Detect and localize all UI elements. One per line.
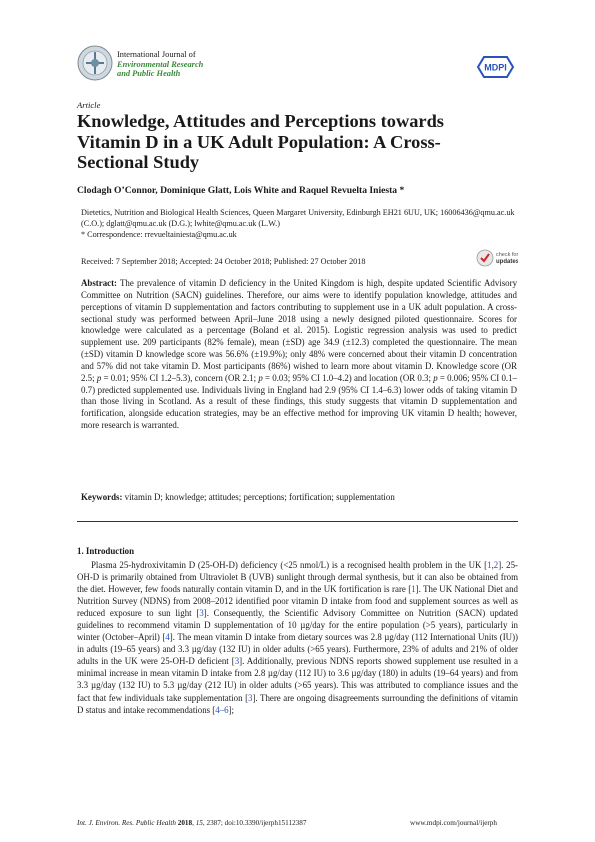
check-updates-line1: check for [496,252,518,258]
mdpi-logo-text: MDPI [484,62,507,73]
footer-year: 2018 [177,819,193,827]
citation-link[interactable]: 4 [165,632,170,643]
article-title: Knowledge, Attitudes and Perceptions towards Vitamin D in a UK Adult Population: A Cross-Sectional Study [77,111,444,172]
article-type: Article [77,100,101,110]
section-divider [77,521,518,522]
body-text: ]. There are ongoing disagreements surrounding the definitions of vitamin D status and intake recommendations [ [77,692,518,715]
abstract [81,278,517,432]
keywords [81,492,517,502]
footer-journal: Int. J. Environ. Res. Public Health [77,819,176,827]
journal-logo [77,45,113,81]
check-updates-line2: updates [496,259,518,265]
abstract-p-1: p [96,372,102,383]
section-body [77,559,518,716]
check-for-updates-badge[interactable] [476,246,518,270]
authors: Clodagh O’Connor, Dominique Glatt, Lois White and Raquel Revuelta Iniesta * [77,185,405,196]
citation-link[interactable]: 1 [411,584,416,595]
section-heading: 1. Introduction [77,546,135,556]
citation-link[interactable]: 3 [234,656,240,667]
abstract-text-1: The prevalence of vitamin D deficiency in the United Kingdom is high, despite updated Scientific Advisory Committee on Nutrition (SACN) guidelines. Therefore, our aims were to identify population knowledge, attitudes and perceptions of vitamin D supplementation and factors contributing to supplement use in a UK adult population. A cross-sectional study was performed between April–June 2018 using a newly designed piloted questionnaire. Scores for knowledge were calculated as a percentage (Boland et al. 2015). Logistic regression analysis was used to predict supplement use. 209 participants (82% female), mean (±SD) age 34.9 (±12.3) completed the questionnaire. The mean (±SD) vitamin D knowledge score was 56.6% (±19.9%); only 48% were concerned about their vitamin D concentration and 57% did not take vitamin D. Most participants (86%) wished to learn more about vitamin D. Knowledge score (OR 2.5; [81,278,518,383]
footer-citation: Int. J. Environ. Res. Public Health 2018, 15, 2387; doi:10.3390/ijerph15112387 [77,819,307,827]
body-text: Plasma 25-hydroxivitamin D (25-OH-D) deficiency (<25 nmol/L) is a recognised health problem in the UK [ [91,560,488,570]
abstract-text-4: = 0.006; 95% CI 0.1–0.7) predicted supplemented use. Individuals living in England had 2.9 (95% CI 1.4–6.3) lower odds of taking vitamin D than those living in Scotland. As a result of these findings, this study suggests that vitamin D supplementation and fortification, alongside education strategies, may be an effective method for improving UK vitamin D health; however, more research is warranted. [81,372,517,431]
journal-name-line1: International Journal of [117,50,196,59]
journal-name-line3: and Public Health [117,69,181,79]
body-text: ]. Additionally, previous NDNS reports showed supplement use resulted in a minimal increase in mean vitamin D intake from 2.8 µg/day (112 IU) to 3.6 µg/day (180) in adults (19–64 years) and from 3.3 µg/day (132 IU) to 5.3 µg/day (212 IU) in older adults (>65 years). This was attributed to compliance issues and the fact that few individuals take supplementation [ [77,656,518,703]
affiliation: Dietetics, Nutrition and Biological Health Sciences, Queen Margaret University, Edinburgh EH21 6UU, UK; 16006436@qmu.ac.uk (C.O.); dglatt@qmu.ac.uk (D.G.); lwhite@qmu.ac.uk (L.W.) [81,208,515,229]
footer-doi: , 2387; doi:10.3390/ijerph15112387 [202,819,307,827]
citation-link[interactable]: 3 [199,608,204,619]
abstract-text-2: = 0.01; 95% CI 1.2–5.3), concern (OR 2.1; [101,372,259,383]
body-text: , [491,560,494,570]
journal-name [117,50,203,79]
body-text: ]; [228,704,234,715]
body-text: ]. 25-OH-D is primarily obtained from Ultraviolet B (UVB) sunlight through dermal synthesis, but it can also be obtained from the diet. However, few foods naturally contain vitamin D, and in the UK fortification is rare [ [77,560,518,595]
article-dates: Received: 7 September 2018; Accepted: 24 October 2018; Published: 27 October 2018 [81,257,366,266]
citation-link[interactable]: 3 [248,692,253,703]
abstract-label: Abstract: [81,278,117,288]
footer-volume: 15 [195,819,203,827]
body-text: ]. The mean vitamin D intake from dietary sources was 2.8 µg/day (112 International Units (IU)) in adults (19–65 years) and 3.3 µg/day (132 IU) in older adults (>65 years). Furthermore, 23% of adults and 21% of older adults in the UK were 25-OH-D deficient [ [77,632,518,667]
footer-url[interactable]: www.mdpi.com/journal/ijerph [410,819,497,827]
body-text: ]. Consequently, the Scientific Advisory Committee on Nutrition (SACN) updated guidelines to recommend vitamin D supplementation of 10 µg/day for the entire population (>5 years), particularly in winter (October–April) [ [77,608,518,643]
abstract-text-3: = 0.03; 95% CI 1.0–4.2) and location (OR 0.3; [262,372,434,383]
keywords-text: vitamin D; knowledge; attitudes; perceptions; fortification; supplementation [124,492,395,502]
citation-link[interactable]: 1 [487,560,492,570]
citation-link[interactable]: 2 [493,560,499,570]
correspondence: * Correspondence: rrevueltainiesta@qmu.ac.uk [81,230,237,239]
journal-name-line2: Environmental Research [117,59,204,69]
body-text: ]. The UK National Diet and Nutrition Survey (NDNS) from 2008–2012 identified poor vitamin D intake from food and supplement sources as well as reduced exposure to sun light [ [77,584,518,619]
abstract-p-3: p [433,372,438,383]
keywords-label: Keywords: [81,492,123,502]
abstract-p-2: p [258,372,263,383]
citation-link[interactable]: 4–6 [215,704,229,715]
mdpi-logo[interactable] [474,55,517,79]
